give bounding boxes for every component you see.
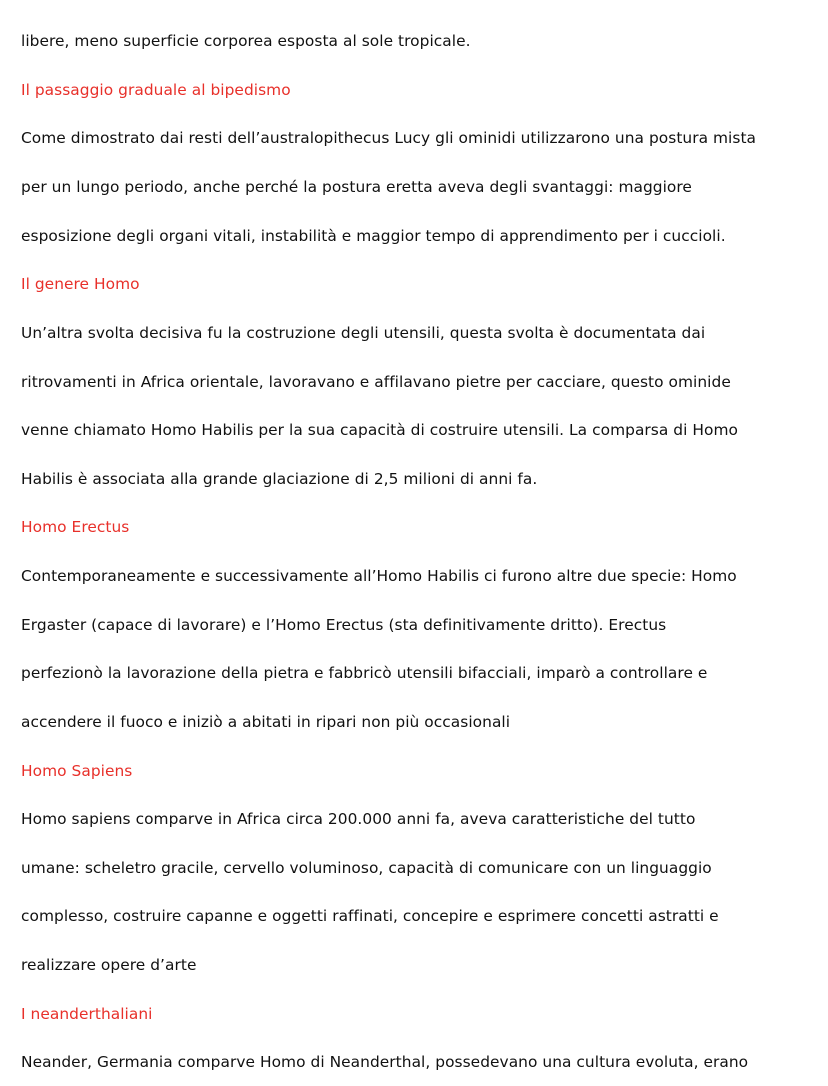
paragraph-line: Come dimostrato dai resti dell’australopithecus Lucy gli ominidi utilizzarono una postura mista [21,129,757,147]
paragraph-line: Contemporaneamente e successivamente all’Homo Habilis ci furono altre due specie: Homo [21,567,737,585]
paragraph-line: per un lungo periodo, anche perché la postura eretta aveva degli svantaggi: maggiore [21,178,692,196]
paragraph-line: libere, meno superficie corporea esposta al sole tropicale. [21,32,471,50]
paragraph-line: complesso, costruire capanne e oggetti raffinati, concepire e esprimere concetti astratti e [21,907,719,925]
paragraph-line: ritrovamenti in Africa orientale, lavoravano e affilavano pietre per cacciare, questo ominide [21,373,731,391]
paragraph-line: Ergaster (capace di lavorare) e l’Homo Erectus (sta definitivamente dritto). Erectus [21,616,667,634]
section-heading-bipedismo: Il passaggio graduale al bipedismo [21,81,291,99]
paragraph-line: Homo sapiens comparve in Africa circa 200.000 anni fa, aveva caratteristiche del tutto [21,810,696,828]
paragraph-line: perfezionò la lavorazione della pietra e fabbricò utensili bifacciali, imparò a controllare e [21,664,708,682]
paragraph-line: accendere il fuoco e iniziò a abitati in ripari non più occasionali [21,713,511,731]
paragraph-line: venne chiamato Homo Habilis per la sua capacità di costruire utensili. La comparsa di Homo [21,421,738,439]
paragraph-line: realizzare opere d’arte [21,956,197,974]
section-heading-neanderthaliani: I neanderthaliani [21,1005,153,1023]
paragraph-line: esposizione degli organi vitali, instabilità e maggior tempo di apprendimento per i cuccioli. [21,227,726,245]
section-heading-homo-erectus: Homo Erectus [21,518,130,536]
paragraph-line: Un’altra svolta decisiva fu la costruzione degli utensili, questa svolta è documentata dai [21,324,706,342]
paragraph-line: Habilis è associata alla grande glaciazione di 2,5 milioni di anni fa. [21,470,538,488]
section-heading-homo-sapiens: Homo Sapiens [21,762,133,780]
paragraph-line: umane: scheletro gracile, cervello voluminoso, capacità di comunicare con un linguaggio [21,859,712,877]
section-heading-genere-homo: Il genere Homo [21,275,140,293]
paragraph-line: Neander, Germania comparve Homo di Neanderthal, possedevano una cultura evoluta, erano [21,1053,749,1071]
